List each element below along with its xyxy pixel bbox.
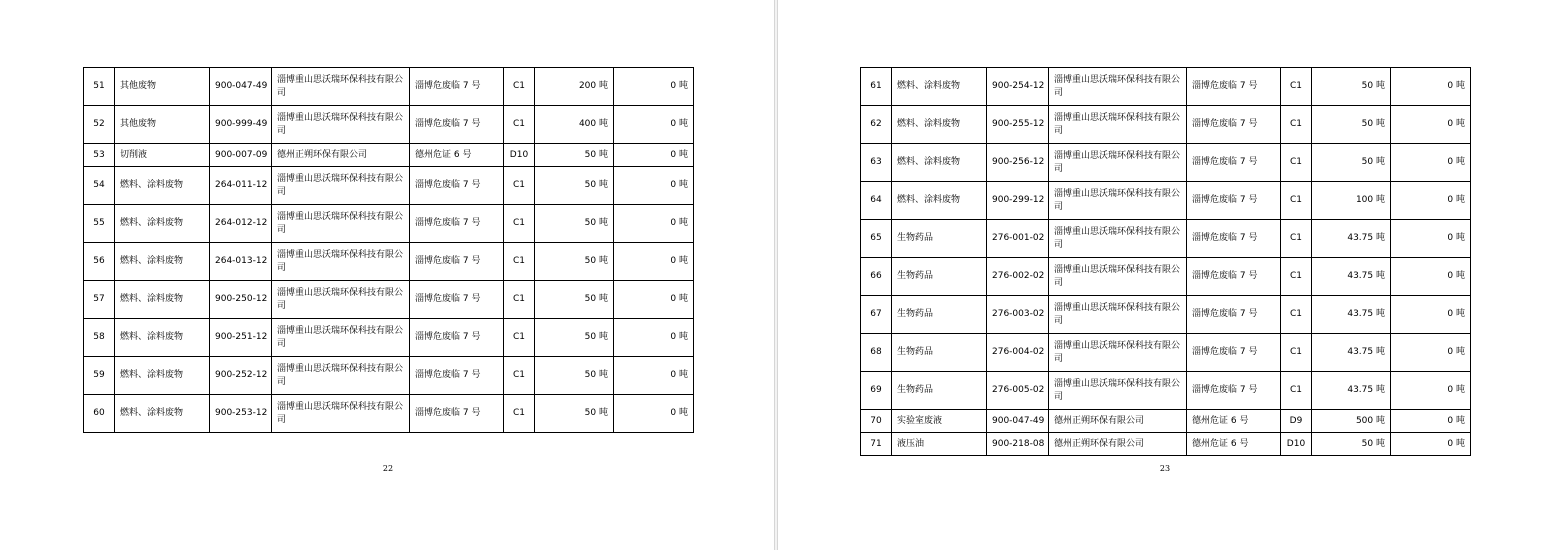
table-row	[84, 144, 694, 167]
used-amount-cell: 0 吨	[1391, 433, 1471, 456]
disposal-class-cell: C1	[1281, 258, 1312, 296]
disposal-class-cell: C1	[1281, 220, 1312, 258]
permit-cell: 淄博危废临 7 号	[410, 243, 504, 281]
row-number-cell: 59	[84, 357, 115, 395]
row-number-cell: 52	[84, 106, 115, 144]
permit-cell: 淄博危废临 7 号	[1187, 334, 1281, 372]
waste-code-cell: 264-011-12	[210, 167, 272, 205]
waste-code-cell: 276-003-02	[987, 296, 1049, 334]
waste-name-cell: 生物药品	[892, 334, 987, 372]
table-row	[861, 258, 1471, 296]
disposal-class-cell: C1	[504, 395, 535, 433]
permit-cell: 淄博危废临 7 号	[410, 68, 504, 106]
permit-cell: 淄博危废临 7 号	[1187, 106, 1281, 144]
permit-cell: 淄博危废临 7 号	[410, 357, 504, 395]
waste-code-cell: 900-047-49	[210, 68, 272, 106]
table-row	[861, 220, 1471, 258]
table-row	[861, 182, 1471, 220]
used-amount-cell: 0 吨	[1391, 106, 1471, 144]
company-cell: 淄博重山思沃瑞环保科技有限公司	[272, 395, 410, 433]
amount-cell: 50 吨	[1312, 433, 1391, 456]
waste-table	[860, 67, 1471, 456]
waste-name-cell: 生物药品	[892, 258, 987, 296]
permit-cell: 淄博危废临 7 号	[1187, 296, 1281, 334]
amount-cell: 50 吨	[535, 144, 614, 167]
row-number-cell: 67	[861, 296, 892, 334]
row-number-cell: 56	[84, 243, 115, 281]
company-cell: 淄博重山思沃瑞环保科技有限公司	[1049, 68, 1187, 106]
waste-code-cell: 276-001-02	[987, 220, 1049, 258]
table-row	[84, 357, 694, 395]
permit-cell: 淄博危废临 7 号	[1187, 258, 1281, 296]
disposal-class-cell: C1	[504, 319, 535, 357]
disposal-class-cell: C1	[1281, 296, 1312, 334]
waste-name-cell: 液压油	[892, 433, 987, 456]
waste-name-cell: 燃料、涂料废物	[115, 319, 210, 357]
row-number-cell: 53	[84, 144, 115, 167]
company-cell: 淄博重山思沃瑞环保科技有限公司	[1049, 182, 1187, 220]
table-row	[861, 433, 1471, 456]
company-cell: 淄博重山思沃瑞环保科技有限公司	[272, 167, 410, 205]
used-amount-cell: 0 吨	[614, 68, 694, 106]
waste-code-cell: 900-255-12	[987, 106, 1049, 144]
table-row	[861, 106, 1471, 144]
table-row	[861, 144, 1471, 182]
row-number-cell: 60	[84, 395, 115, 433]
disposal-class-cell: C1	[1281, 68, 1312, 106]
used-amount-cell: 0 吨	[1391, 258, 1471, 296]
waste-name-cell: 燃料、涂料废物	[115, 167, 210, 205]
amount-cell: 50 吨	[535, 357, 614, 395]
permit-cell: 淄博危废临 7 号	[410, 281, 504, 319]
waste-table	[83, 67, 694, 433]
disposal-class-cell: D10	[504, 144, 535, 167]
used-amount-cell: 0 吨	[1391, 220, 1471, 258]
waste-code-cell: 900-007-09	[210, 144, 272, 167]
company-cell: 淄博重山思沃瑞环保科技有限公司	[272, 281, 410, 319]
waste-code-cell: 276-002-02	[987, 258, 1049, 296]
page-number: 23	[1159, 464, 1171, 473]
company-cell: 德州正朔环保有限公司	[272, 144, 410, 167]
disposal-class-cell: D9	[1281, 410, 1312, 433]
waste-name-cell: 生物药品	[892, 372, 987, 410]
disposal-class-cell: C1	[504, 357, 535, 395]
used-amount-cell: 0 吨	[614, 205, 694, 243]
waste-name-cell: 燃料、涂料废物	[115, 357, 210, 395]
waste-code-cell: 900-299-12	[987, 182, 1049, 220]
disposal-class-cell: C1	[504, 243, 535, 281]
disposal-class-cell: C1	[1281, 182, 1312, 220]
waste-code-cell: 264-012-12	[210, 205, 272, 243]
waste-name-cell: 实验室废液	[892, 410, 987, 433]
amount-cell: 50 吨	[535, 319, 614, 357]
waste-name-cell: 生物药品	[892, 220, 987, 258]
waste-code-cell: 900-250-12	[210, 281, 272, 319]
waste-code-cell: 900-254-12	[987, 68, 1049, 106]
used-amount-cell: 0 吨	[614, 243, 694, 281]
table-row	[84, 205, 694, 243]
permit-cell: 德州危证 6 号	[1187, 410, 1281, 433]
amount-cell: 43.75 吨	[1312, 334, 1391, 372]
waste-name-cell: 燃料、涂料废物	[892, 144, 987, 182]
company-cell: 淄博重山思沃瑞环保科技有限公司	[1049, 334, 1187, 372]
used-amount-cell: 0 吨	[1391, 372, 1471, 410]
waste-code-cell: 900-252-12	[210, 357, 272, 395]
disposal-class-cell: C1	[504, 281, 535, 319]
waste-name-cell: 其他废物	[115, 106, 210, 144]
permit-cell: 淄博危废临 7 号	[1187, 144, 1281, 182]
used-amount-cell: 0 吨	[614, 281, 694, 319]
amount-cell: 50 吨	[535, 395, 614, 433]
amount-cell: 50 吨	[535, 281, 614, 319]
used-amount-cell: 0 吨	[614, 167, 694, 205]
company-cell: 淄博重山思沃瑞环保科技有限公司	[1049, 372, 1187, 410]
table-row	[84, 319, 694, 357]
amount-cell: 43.75 吨	[1312, 220, 1391, 258]
disposal-class-cell: C1	[504, 167, 535, 205]
waste-code-cell: 264-013-12	[210, 243, 272, 281]
amount-cell: 500 吨	[1312, 410, 1391, 433]
table-row	[84, 167, 694, 205]
document-page-left	[0, 0, 775, 550]
amount-cell: 50 吨	[535, 243, 614, 281]
waste-name-cell: 燃料、涂料废物	[892, 106, 987, 144]
amount-cell: 50 吨	[1312, 144, 1391, 182]
row-number-cell: 58	[84, 319, 115, 357]
row-number-cell: 66	[861, 258, 892, 296]
row-number-cell: 61	[861, 68, 892, 106]
amount-cell: 50 吨	[535, 167, 614, 205]
amount-cell: 43.75 吨	[1312, 258, 1391, 296]
disposal-class-cell: D10	[1281, 433, 1312, 456]
waste-code-cell: 900-256-12	[987, 144, 1049, 182]
permit-cell: 淄博危废临 7 号	[1187, 68, 1281, 106]
waste-name-cell: 燃料、涂料废物	[115, 395, 210, 433]
company-cell: 淄博重山思沃瑞环保科技有限公司	[1049, 296, 1187, 334]
disposal-class-cell: C1	[1281, 372, 1312, 410]
table-row	[84, 68, 694, 106]
disposal-class-cell: C1	[504, 68, 535, 106]
row-number-cell: 63	[861, 144, 892, 182]
page-number: 22	[382, 464, 394, 473]
waste-name-cell: 燃料、涂料废物	[115, 243, 210, 281]
row-number-cell: 71	[861, 433, 892, 456]
permit-cell: 淄博危废临 7 号	[410, 395, 504, 433]
amount-cell: 100 吨	[1312, 182, 1391, 220]
disposal-class-cell: C1	[504, 205, 535, 243]
permit-cell: 淄博危废临 7 号	[410, 106, 504, 144]
disposal-class-cell: C1	[1281, 144, 1312, 182]
company-cell: 淄博重山思沃瑞环保科技有限公司	[1049, 258, 1187, 296]
used-amount-cell: 0 吨	[1391, 334, 1471, 372]
waste-name-cell: 燃料、涂料废物	[115, 205, 210, 243]
disposal-class-cell: C1	[1281, 334, 1312, 372]
permit-cell: 德州危证 6 号	[410, 144, 504, 167]
amount-cell: 200 吨	[535, 68, 614, 106]
waste-name-cell: 切削液	[115, 144, 210, 167]
row-number-cell: 57	[84, 281, 115, 319]
permit-cell: 淄博危废临 7 号	[410, 205, 504, 243]
company-cell: 淄博重山思沃瑞环保科技有限公司	[272, 243, 410, 281]
row-number-cell: 70	[861, 410, 892, 433]
table-row	[861, 68, 1471, 106]
waste-name-cell: 其他废物	[115, 68, 210, 106]
row-number-cell: 62	[861, 106, 892, 144]
used-amount-cell: 0 吨	[614, 357, 694, 395]
permit-cell: 淄博危废临 7 号	[1187, 220, 1281, 258]
waste-name-cell: 燃料、涂料废物	[892, 182, 987, 220]
used-amount-cell: 0 吨	[1391, 296, 1471, 334]
waste-code-cell: 900-047-49	[987, 410, 1049, 433]
row-number-cell: 68	[861, 334, 892, 372]
amount-cell: 50 吨	[1312, 68, 1391, 106]
amount-cell: 50 吨	[535, 205, 614, 243]
company-cell: 淄博重山思沃瑞环保科技有限公司	[272, 357, 410, 395]
company-cell: 淄博重山思沃瑞环保科技有限公司	[1049, 220, 1187, 258]
table-row	[861, 296, 1471, 334]
company-cell: 淄博重山思沃瑞环保科技有限公司	[1049, 144, 1187, 182]
company-cell: 淄博重山思沃瑞环保科技有限公司	[272, 319, 410, 357]
waste-code-cell: 276-004-02	[987, 334, 1049, 372]
waste-name-cell: 生物药品	[892, 296, 987, 334]
table-row	[84, 281, 694, 319]
used-amount-cell: 0 吨	[614, 106, 694, 144]
waste-code-cell: 900-999-49	[210, 106, 272, 144]
amount-cell: 43.75 吨	[1312, 296, 1391, 334]
amount-cell: 43.75 吨	[1312, 372, 1391, 410]
waste-code-cell: 900-251-12	[210, 319, 272, 357]
amount-cell: 400 吨	[535, 106, 614, 144]
row-number-cell: 65	[861, 220, 892, 258]
used-amount-cell: 0 吨	[614, 319, 694, 357]
table-row	[84, 106, 694, 144]
company-cell: 淄博重山思沃瑞环保科技有限公司	[272, 106, 410, 144]
company-cell: 淄博重山思沃瑞环保科技有限公司	[272, 68, 410, 106]
company-cell: 淄博重山思沃瑞环保科技有限公司	[272, 205, 410, 243]
row-number-cell: 51	[84, 68, 115, 106]
used-amount-cell: 0 吨	[1391, 410, 1471, 433]
waste-code-cell: 900-253-12	[210, 395, 272, 433]
table-row	[861, 372, 1471, 410]
company-cell: 德州正朔环保有限公司	[1049, 433, 1187, 456]
permit-cell: 淄博危废临 7 号	[410, 167, 504, 205]
waste-name-cell: 燃料、涂料废物	[892, 68, 987, 106]
row-number-cell: 54	[84, 167, 115, 205]
waste-code-cell: 900-218-08	[987, 433, 1049, 456]
table-row	[861, 334, 1471, 372]
row-number-cell: 55	[84, 205, 115, 243]
row-number-cell: 64	[861, 182, 892, 220]
permit-cell: 淄博危废临 7 号	[1187, 182, 1281, 220]
used-amount-cell: 0 吨	[1391, 182, 1471, 220]
table-row	[861, 410, 1471, 433]
permit-cell: 淄博危废临 7 号	[410, 319, 504, 357]
waste-name-cell: 燃料、涂料废物	[115, 281, 210, 319]
used-amount-cell: 0 吨	[614, 395, 694, 433]
permit-cell: 淄博危废临 7 号	[1187, 372, 1281, 410]
used-amount-cell: 0 吨	[1391, 68, 1471, 106]
permit-cell: 德州危证 6 号	[1187, 433, 1281, 456]
table-row	[84, 395, 694, 433]
disposal-class-cell: C1	[504, 106, 535, 144]
row-number-cell: 69	[861, 372, 892, 410]
used-amount-cell: 0 吨	[614, 144, 694, 167]
waste-code-cell: 276-005-02	[987, 372, 1049, 410]
table-row	[84, 243, 694, 281]
amount-cell: 50 吨	[1312, 106, 1391, 144]
company-cell: 淄博重山思沃瑞环保科技有限公司	[1049, 106, 1187, 144]
disposal-class-cell: C1	[1281, 106, 1312, 144]
document-page-right	[777, 0, 1552, 550]
used-amount-cell: 0 吨	[1391, 144, 1471, 182]
company-cell: 德州正朔环保有限公司	[1049, 410, 1187, 433]
